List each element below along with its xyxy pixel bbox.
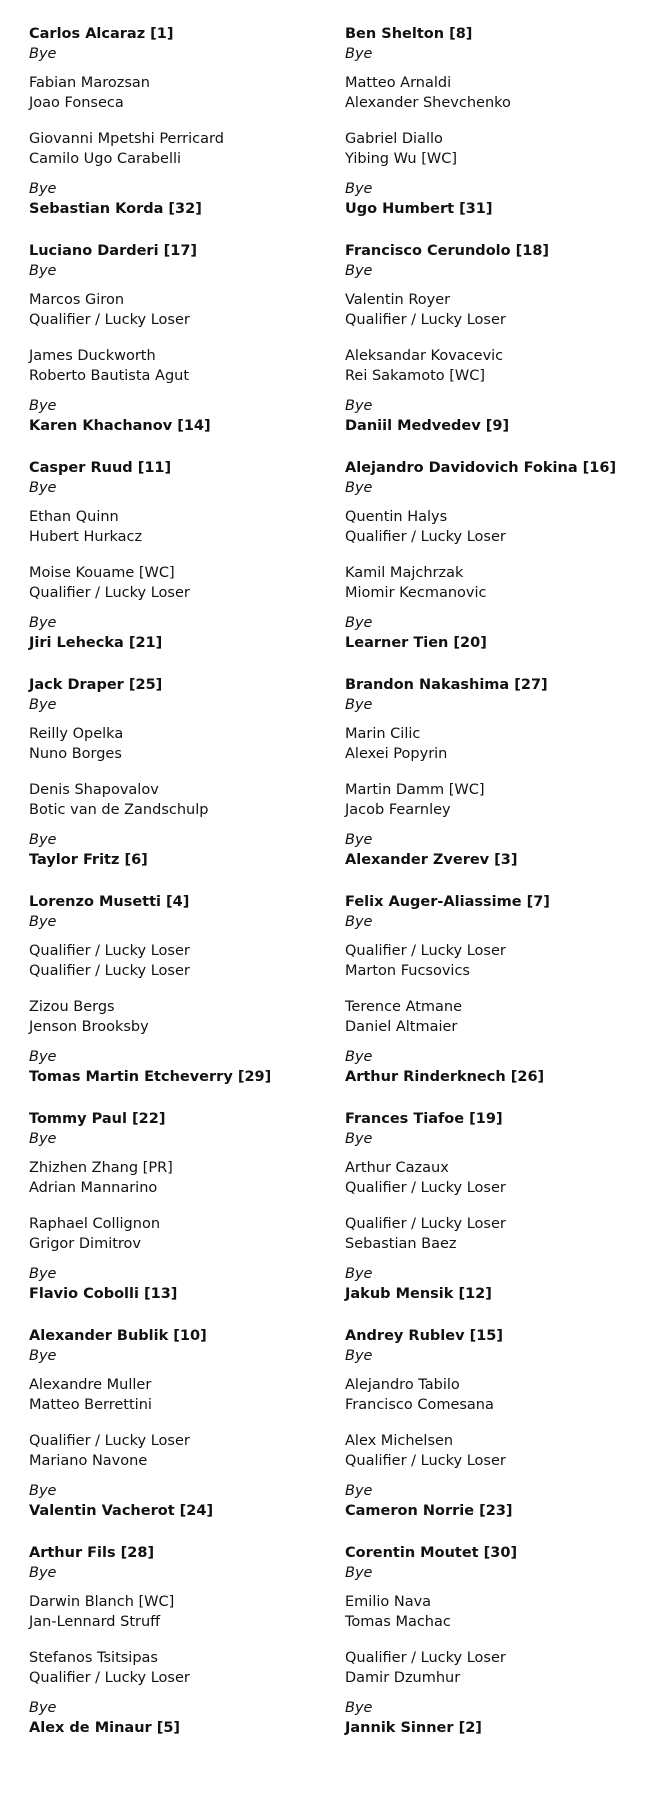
first-round-match: [29, 73, 329, 113]
first-round-match: [345, 73, 645, 113]
player-name: Damir Dzumhur: [345, 1670, 461, 1686]
first-round-match: [345, 1592, 645, 1632]
bottom-bye-group: [345, 1047, 645, 1087]
first-round-match: [345, 129, 645, 169]
bye-label: Bye: [345, 697, 373, 713]
first-round-match: [29, 1592, 329, 1632]
bye-label: Bye: [345, 1131, 373, 1147]
player-name: Marcos Giron: [29, 292, 125, 308]
seeded-player: Alexander Bublik [10]: [29, 1328, 207, 1344]
first-round-match: [345, 997, 645, 1037]
bottom-bye-group: [29, 179, 329, 219]
player-name: Alejandro Tabilo: [345, 1377, 460, 1393]
draw-section: [345, 892, 645, 1087]
bye-label: Bye: [29, 181, 57, 197]
first-round-match: [29, 1648, 329, 1688]
bye-label: Bye: [29, 832, 57, 848]
player-name: Qualifier / Lucky Loser: [345, 943, 506, 959]
player-name: Francisco Comesana: [345, 1397, 494, 1413]
seeded-player: Arthur Rinderknech [26]: [345, 1069, 545, 1085]
bye-label: Bye: [29, 1700, 57, 1716]
player-name: Jan-Lennard Struff: [29, 1614, 161, 1630]
first-round-match: [29, 1214, 329, 1254]
bottom-bye-group: [29, 1481, 329, 1521]
first-round-match: [345, 563, 645, 603]
first-round-match: [29, 997, 329, 1037]
first-round-match: [29, 724, 329, 764]
player-name: Matteo Arnaldi: [345, 75, 452, 91]
bye-label: Bye: [345, 832, 373, 848]
player-name: Roberto Bautista Agut: [29, 368, 190, 384]
draw-section: [29, 892, 329, 1087]
seeded-player: Cameron Norrie [23]: [345, 1503, 513, 1519]
draw-section: [29, 1109, 329, 1304]
player-name: Qualifier / Lucky Loser: [29, 585, 190, 601]
player-name: Hubert Hurkacz: [29, 529, 143, 545]
player-name: Nuno Borges: [29, 746, 122, 762]
bottom-bye-group: [29, 1698, 329, 1738]
player-name: Marton Fucsovics: [345, 963, 470, 979]
player-name: Matteo Berrettini: [29, 1397, 152, 1413]
bye-label: Bye: [345, 480, 373, 496]
draw-section: [29, 458, 329, 653]
first-round-match: [345, 941, 645, 981]
first-round-match: [29, 1158, 329, 1198]
bye-label: Bye: [29, 1348, 57, 1364]
draw-section: [29, 24, 329, 219]
player-name: Qualifier / Lucky Loser: [29, 963, 190, 979]
seeded-player: Ugo Humbert [31]: [345, 201, 493, 217]
draw-section: [345, 458, 645, 653]
seeded-player: Carlos Alcaraz [1]: [29, 26, 174, 42]
player-name: Kamil Majchrzak: [345, 565, 464, 581]
player-name: Emilio Nava: [345, 1594, 432, 1610]
bye-label: Bye: [29, 1131, 57, 1147]
first-round-match: [29, 1375, 329, 1415]
bottom-bye-group: [345, 1264, 645, 1304]
player-name: Ethan Quinn: [29, 509, 119, 525]
player-name: Jenson Brooksby: [29, 1019, 149, 1035]
first-round-match: [29, 290, 329, 330]
bye-label: Bye: [29, 1565, 57, 1581]
seeded-player: Casper Ruud [11]: [29, 460, 172, 476]
player-name: Stefanos Tsitsipas: [29, 1650, 158, 1666]
player-name: Valentin Royer: [345, 292, 451, 308]
player-name: Botic van de Zandschulp: [29, 802, 209, 818]
player-name: Zhizhen Zhang [PR]: [29, 1160, 173, 1176]
bye-label: Bye: [345, 914, 373, 930]
first-round-match: [29, 129, 329, 169]
bottom-bye-group: [345, 613, 645, 653]
player-name: Aleksandar Kovacevic: [345, 348, 504, 364]
player-name: Qualifier / Lucky Loser: [345, 1453, 506, 1469]
player-name: Qualifier / Lucky Loser: [345, 529, 506, 545]
player-name: Qualifier / Lucky Loser: [345, 312, 506, 328]
player-name: Jacob Fearnley: [345, 802, 451, 818]
first-round-match: [29, 563, 329, 603]
draw-column-right: [345, 24, 645, 1760]
bye-label: Bye: [345, 1565, 373, 1581]
player-name: Alexander Shevchenko: [345, 95, 511, 111]
player-name: Giovanni Mpetshi Perricard: [29, 131, 224, 147]
seeded-player: Alexander Zverev [3]: [345, 852, 518, 868]
first-round-match: [29, 941, 329, 981]
player-name: Camilo Ugo Carabelli: [29, 151, 182, 167]
seeded-player: Karen Khachanov [14]: [29, 418, 211, 434]
player-name: Miomir Kecmanovic: [345, 585, 487, 601]
bye-label: Bye: [29, 46, 57, 62]
bye-label: Bye: [345, 1348, 373, 1364]
draw-section: [29, 241, 329, 436]
first-round-match: [345, 1648, 645, 1688]
seeded-player: Alex de Minaur [5]: [29, 1720, 181, 1736]
bye-label: Bye: [345, 1049, 373, 1065]
draw-section: [345, 1326, 645, 1521]
seeded-player: Jakub Mensik [12]: [345, 1286, 492, 1302]
bottom-bye-group: [29, 1264, 329, 1304]
first-round-match: [345, 780, 645, 820]
player-name: James Duckworth: [29, 348, 156, 364]
player-name: Zizou Bergs: [29, 999, 115, 1015]
player-name: Moise Kouame [WC]: [29, 565, 175, 581]
player-name: Qualifier / Lucky Loser: [29, 312, 190, 328]
seeded-player: Valentin Vacherot [24]: [29, 1503, 214, 1519]
player-name: Qualifier / Lucky Loser: [345, 1216, 506, 1232]
player-name: Sebastian Baez: [345, 1236, 457, 1252]
bye-label: Bye: [29, 697, 57, 713]
player-name: Rei Sakamoto [WC]: [345, 368, 486, 384]
player-name: Adrian Mannarino: [29, 1180, 158, 1196]
seeded-player: Flavio Cobolli [13]: [29, 1286, 178, 1302]
player-name: Arthur Cazaux: [345, 1160, 449, 1176]
player-name: Qualifier / Lucky Loser: [29, 943, 190, 959]
bye-label: Bye: [29, 480, 57, 496]
draw-section: [29, 1326, 329, 1521]
player-name: Qualifier / Lucky Loser: [345, 1180, 506, 1196]
seeded-player: Jack Draper [25]: [29, 677, 163, 693]
first-round-match: [345, 724, 645, 764]
player-name: Alexandre Muller: [29, 1377, 152, 1393]
draw-section: [345, 1109, 645, 1304]
player-name: Grigor Dimitrov: [29, 1236, 141, 1252]
player-name: Denis Shapovalov: [29, 782, 159, 798]
draw-section: [345, 24, 645, 219]
first-round-match: [345, 346, 645, 386]
bye-label: Bye: [345, 181, 373, 197]
player-name: Joao Fonseca: [29, 95, 124, 111]
bottom-bye-group: [29, 613, 329, 653]
bottom-bye-group: [29, 396, 329, 436]
first-round-match: [29, 1431, 329, 1471]
player-name: Qualifier / Lucky Loser: [29, 1670, 190, 1686]
first-round-match: [29, 780, 329, 820]
bye-label: Bye: [29, 1049, 57, 1065]
draw-section: [345, 675, 645, 870]
player-name: Raphael Collignon: [29, 1216, 161, 1232]
bye-label: Bye: [345, 1483, 373, 1499]
bye-label: Bye: [29, 1266, 57, 1282]
seeded-player: Sebastian Korda [32]: [29, 201, 202, 217]
bye-label: Bye: [29, 1483, 57, 1499]
draw-section: [29, 1543, 329, 1738]
player-name: Qualifier / Lucky Loser: [345, 1650, 506, 1666]
player-name: Tomas Machac: [345, 1614, 451, 1630]
draw-section: [29, 675, 329, 870]
player-name: Martin Damm [WC]: [345, 782, 485, 798]
bye-label: Bye: [29, 914, 57, 930]
player-name: Darwin Blanch [WC]: [29, 1594, 175, 1610]
first-round-match: [345, 1214, 645, 1254]
first-round-match: [345, 1375, 645, 1415]
seeded-player: Daniil Medvedev [9]: [345, 418, 510, 434]
seeded-player: Frances Tiafoe [19]: [345, 1111, 503, 1127]
bye-label: Bye: [29, 398, 57, 414]
seeded-player: Luciano Darderi [17]: [29, 243, 198, 259]
player-name: Gabriel Diallo: [345, 131, 443, 147]
draw-section: [345, 1543, 645, 1738]
player-name: Fabian Marozsan: [29, 75, 150, 91]
bottom-bye-group: [345, 179, 645, 219]
player-name: Marin Cilic: [345, 726, 421, 742]
first-round-match: [29, 507, 329, 547]
seeded-player: Lorenzo Musetti [4]: [29, 894, 190, 910]
seeded-player: Alejandro Davidovich Fokina [16]: [345, 460, 617, 476]
seeded-player: Francisco Cerundolo [18]: [345, 243, 550, 259]
bottom-bye-group: [345, 396, 645, 436]
bottom-bye-group: [29, 1047, 329, 1087]
player-name: Alexei Popyrin: [345, 746, 448, 762]
draw-column-left: [29, 24, 329, 1760]
seeded-player: Tomas Martin Etcheverry [29]: [29, 1069, 272, 1085]
seeded-player: Corentin Moutet [30]: [345, 1545, 518, 1561]
draw-section: [345, 241, 645, 436]
bye-label: Bye: [345, 1700, 373, 1716]
player-name: Yibing Wu [WC]: [345, 151, 457, 167]
seeded-player: Felix Auger-Aliassime [7]: [345, 894, 550, 910]
player-name: Qualifier / Lucky Loser: [29, 1433, 190, 1449]
bye-label: Bye: [29, 615, 57, 631]
seeded-player: Ben Shelton [8]: [345, 26, 473, 42]
first-round-match: [345, 290, 645, 330]
seeded-player: Tommy Paul [22]: [29, 1111, 166, 1127]
bye-label: Bye: [345, 398, 373, 414]
player-name: Alex Michelsen: [345, 1433, 454, 1449]
seeded-player: Learner Tien [20]: [345, 635, 487, 651]
first-round-match: [345, 507, 645, 547]
seeded-player: Jannik Sinner [2]: [345, 1720, 482, 1736]
player-name: Daniel Altmaier: [345, 1019, 458, 1035]
first-round-match: [345, 1158, 645, 1198]
bye-label: Bye: [345, 263, 373, 279]
seeded-player: Taylor Fritz [6]: [29, 852, 148, 868]
first-round-match: [29, 346, 329, 386]
bottom-bye-group: [345, 1698, 645, 1738]
seeded-player: Jiri Lehecka [21]: [29, 635, 163, 651]
player-name: Quentin Halys: [345, 509, 448, 525]
seeded-player: Brandon Nakashima [27]: [345, 677, 548, 693]
seeded-player: Arthur Fils [28]: [29, 1545, 155, 1561]
first-round-match: [345, 1431, 645, 1471]
seeded-player: Andrey Rublev [15]: [345, 1328, 504, 1344]
bye-label: Bye: [345, 615, 373, 631]
player-name: Mariano Navone: [29, 1453, 148, 1469]
bye-label: Bye: [345, 1266, 373, 1282]
bottom-bye-group: [345, 830, 645, 870]
bye-label: Bye: [345, 46, 373, 62]
bottom-bye-group: [29, 830, 329, 870]
bye-label: Bye: [29, 263, 57, 279]
player-name: Terence Atmane: [345, 999, 463, 1015]
player-name: Reilly Opelka: [29, 726, 124, 742]
bottom-bye-group: [345, 1481, 645, 1521]
